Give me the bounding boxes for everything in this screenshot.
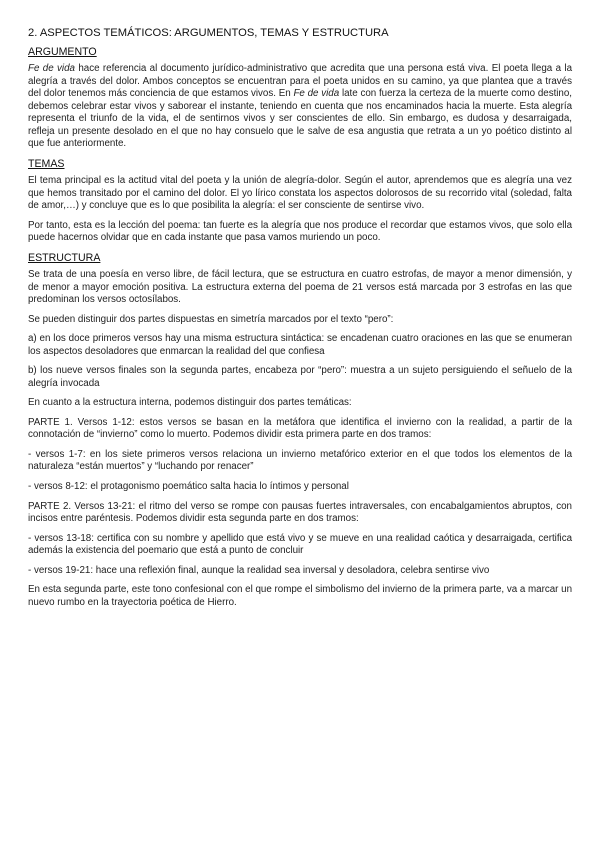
title-reference: Fe de vida — [293, 88, 340, 100]
estructura-paragraph-5: En cuanto a la estructura interna, podemos distinguir dos partes temáticas: — [28, 397, 352, 409]
estructura-paragraph-10: - versos 13-18: certifica con su nombre y apellido que está vivo y se mueve en una realidad caótica y desarraigada, certifica además la existencia del poemario que está a punto de concluir — [28, 532, 572, 557]
temas-title: TEMAS — [28, 157, 65, 170]
section-heading: 2. ASPECTOS TEMÁTICOS: ARGUMENTOS, TEMAS Y ESTRUCTURA — [28, 27, 389, 39]
estructura-paragraph-2: Se pueden distinguir dos partes dispuestas en simetría marcados por el texto “pero”: — [28, 313, 394, 325]
argumento-paragraph — [28, 63, 572, 151]
estructura-paragraph-7: - versos 1-7: en los siete primeros versos relaciona un invierno metafórico exterior en el que todos los elementos de la naturaleza “están muertos” y “luchando por renacer” — [28, 448, 572, 473]
estructura-paragraph-11: - versos 19-21: hace una reflexión final, aunque la realidad sea inversal y desoladora, celebra sentirse vivo — [28, 564, 490, 576]
estructura-paragraph-12: En esta segunda parte, este tono confesional con el que rompe el simbolismo del invierno de la primera parte, va a marcar un nuevo rumbo en la trayectoria poética de Hierro. — [28, 584, 572, 608]
temas-paragraph-1: El tema principal es la actitud vital del poeta y la unión de alegría-dolor. Según el autor, aprendemos que es alegría una vez que hemos transitado por el camino del dolor. El yo lírico constata los aspectos dolorosos de su recorrido vital (soledad, falta de amor,…) y concluye que es lo que posibilita la alegría: el ser consciente de sentirse vivo. — [28, 175, 572, 212]
estructura-paragraph-8: - versos 8-12: el protagonismo poemático salta hacia lo íntimos y personal — [28, 480, 349, 492]
temas-paragraph-2: Por tanto, esta es la lección del poema: tan fuerte es la alegría que nos produce el recordar que estamos vivos, que solo ella puede hacernos olvidar que en cada instante que pasa vamos muriendo un poco. — [28, 219, 572, 244]
document-page — [28, 26, 572, 616]
estructura-paragraph-9: PARTE 2. Versos 13-21: el ritmo del verso se rompe con pausas fuertes intraversales, con encabalgamientos abruptos, con incisos entre paréntesis. Podemos dividir esta segunda parte en dos tramos: — [28, 500, 572, 525]
estructura-paragraph-6: PARTE 1. Versos 1-12: estos versos se basan en la metáfora que identifica el invierno con la realidad, a partir de la connotación de “invierno” como lo muerto. Podemos dividir esta primera parte en dos tramos: — [28, 416, 572, 441]
estructura-paragraph-3: a) en los doce primeros versos hay una misma estructura sintáctica: se encadenan cuatro oraciones en las que se enumeran los aspectos desoladores que enmarcan la realidad del que confiesa — [28, 333, 572, 357]
argumento-text-b: late con fuerza la certeza de la muerte como destino, debemos celebrar estar vivos y saborear el instante, teniendo en cuenta que nos encaminados hacia la muerte. Esta alegría representa el triunfo de la vida, el de sentirnos vivos y ser conscientes de ello. Sin embargo, es dudosa y desarraigada, refleja un presente desolado en el que no hay consuelo que le salve de esa angustia que retrata a un yo poético distinto al que fue anteriormente. — [28, 88, 572, 150]
estructura-paragraph-1: Se trata de una poesía en verso libre, de fácil lectura, que se estructura en cuatro estrofas, de mayor a menor dimensión, y de menor a mayor emoción positiva. La estructura externa del poema de 21 versos está marcada por 3 estrofas en las que predominan los versos octosílabos. — [28, 269, 572, 306]
argumento-title: ARGUMENTO — [28, 46, 97, 58]
title-reference: Fe de vida — [28, 63, 75, 75]
estructura-title: ESTRUCTURA — [28, 251, 101, 264]
argumento-text-a: hace referencia al documento jurídico-administrativo que acredita que una persona está viva. El poeta llega a la alegría a través del dolor. Ambos conceptos se encuentran para el poeta unidos en su camino, ya que plantea que a través del dolor tenemos más conciencia de que estamos vivos. En — [28, 63, 573, 100]
estructura-paragraph-4: b) los nueve versos finales son la segunda partes, encabeza por “pero”: muestra a un sujeto persiguiendo el señuelo de la alegría invocada — [28, 365, 572, 389]
